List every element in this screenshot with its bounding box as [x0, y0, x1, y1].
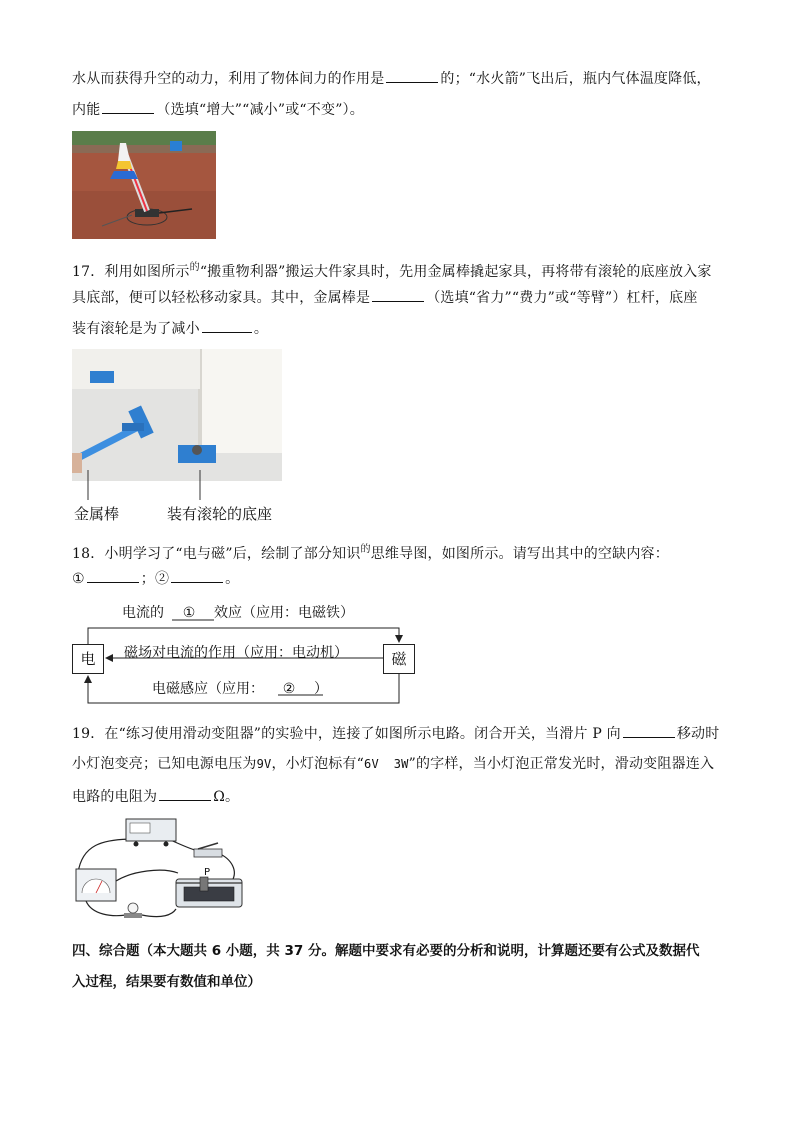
- caption-leader-lines: [72, 470, 232, 506]
- answer-blank[interactable]: [202, 318, 252, 333]
- diagram-middle-label: 磁场对电流的作用（应用：电动机）: [124, 645, 348, 661]
- q16-text: 内能: [72, 102, 101, 118]
- q16-text: 的；“水火箭”飞出后，瓶内气体温度降低，: [440, 71, 711, 87]
- circuit-illustration: [72, 815, 247, 923]
- diagram-text: ）: [314, 681, 328, 697]
- q17-sup-text: 的: [189, 262, 200, 273]
- answer-blank[interactable]: [159, 786, 211, 801]
- q19-text: 移动时: [676, 726, 720, 742]
- q17-text: 具底部，便可以轻松移动家具。其中，金属棒是: [72, 290, 371, 306]
- q16-text: （选填“增大”“减小”或“不变”）。: [156, 102, 364, 118]
- q19-lamp-spec: 6V 3W: [364, 757, 409, 771]
- q19-text: 小灯泡变亮；已知电源电压为: [72, 756, 257, 772]
- q19-line-1: [72, 723, 719, 744]
- q16-text: 水从而获得升空的动力，利用了物体间力的作用是: [72, 71, 385, 87]
- section-4-heading-line-2: 入过程，结果要有数值和单位）: [72, 974, 261, 990]
- water-rocket-photo: [72, 131, 216, 239]
- answer-blank[interactable]: [386, 68, 438, 83]
- diagram-text: 电流的: [122, 605, 164, 621]
- diagram-blank-2: ②: [282, 681, 296, 697]
- caption-metal-bar: 金属棒: [74, 505, 120, 523]
- q19-line-2: [72, 754, 714, 774]
- diagram-text: 电磁感应（应用：: [152, 681, 264, 697]
- diagram-bottom-label: [152, 678, 328, 698]
- answer-blank[interactable]: [102, 99, 154, 114]
- q16-line-1: [72, 68, 711, 89]
- q18-line-1: [72, 540, 669, 564]
- q17-text: 装有滚轮是为了减小: [72, 321, 200, 337]
- q18-line-2: [72, 568, 239, 589]
- q18-text: 18．小明学习了“电与磁”后，绘制了部分知识: [72, 546, 361, 562]
- diagram-top-label: [122, 602, 354, 622]
- q17-text: （选填“省力”“费力”或“等臂”）杠杆，底座: [426, 290, 698, 306]
- q19-text: 19．在“练习使用滑动变阻器”的实验中，连接了如图所示电路。闭合开关，当滑片 P 向: [72, 726, 621, 742]
- q17-text: “搬重物利器”搬运大件家具时，先用金属棒撬起家具，再将带有滚轮的底座放入家: [199, 264, 712, 280]
- q17-text: 。: [253, 321, 269, 337]
- q19-voltage: 9V: [256, 757, 272, 771]
- q18-text: ①: [72, 571, 85, 587]
- box-electricity: 电: [72, 644, 104, 674]
- q19-line-3: [72, 786, 239, 807]
- answer-blank[interactable]: [372, 287, 424, 302]
- q19-text: ，小灯泡标有“: [271, 756, 365, 772]
- q18-text: 思维导图，如图所示。请写出其中的空缺内容：: [370, 546, 669, 562]
- furniture-mover-photo: [72, 349, 282, 481]
- answer-blank[interactable]: [623, 723, 675, 738]
- q17-line-1: [72, 258, 712, 282]
- q18-sup-text: 的: [360, 544, 371, 555]
- q19-text: 电路的电阻为: [72, 789, 158, 805]
- q18-text: 。: [225, 571, 240, 587]
- q17-line-2: [72, 287, 698, 308]
- q17-line-3: [72, 318, 268, 339]
- q18-text: ；②: [140, 571, 170, 587]
- answer-blank-2[interactable]: [171, 568, 223, 583]
- box-magnetism: 磁: [383, 644, 415, 674]
- q16-line-2: [72, 99, 364, 120]
- slider-label-p: P: [204, 867, 211, 878]
- q19-text: Ω。: [213, 789, 240, 805]
- section-4-heading-line-1: 四、综合题（本大题共 6 小题，共 37 分。解题中要求有必要的分析和说明，计算题还要有公式及数据代: [72, 943, 700, 959]
- diagram-blank-1: ①: [182, 605, 196, 621]
- mind-map-diagram: [72, 598, 422, 708]
- q19-text: ”的字样，当小灯泡正常发光时，滑动变阻器连入: [408, 756, 715, 772]
- diagram-text: 效应（应用：电磁铁）: [214, 605, 354, 621]
- caption-wheeled-base: 装有滚轮的底座: [167, 505, 273, 523]
- q17-text: 17．利用如图所示: [72, 264, 190, 280]
- answer-blank-1[interactable]: [87, 568, 139, 583]
